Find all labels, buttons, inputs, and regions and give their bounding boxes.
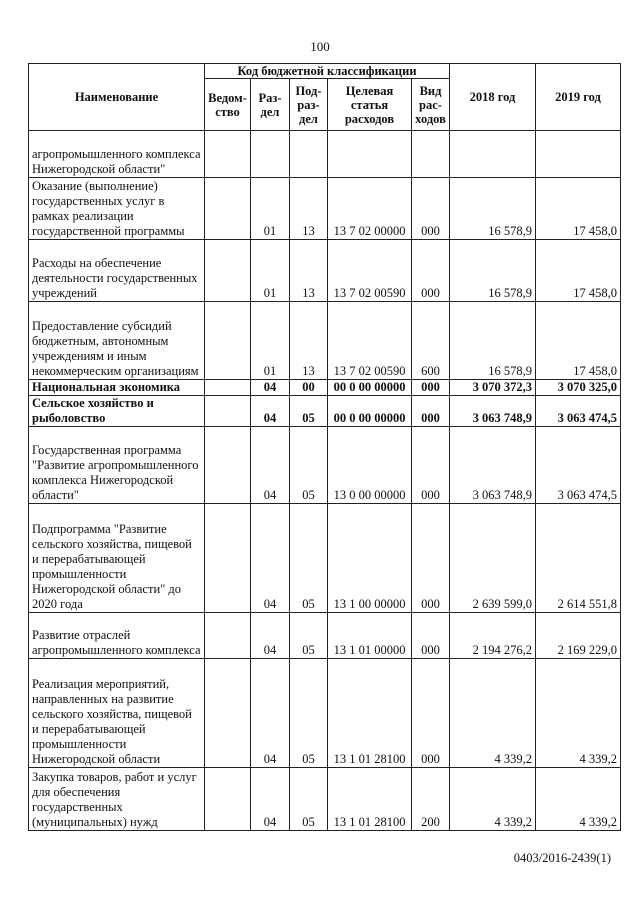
cell-year-2019: 3 070 325,0 [536,380,621,396]
table-row [29,613,621,659]
cell-name: Развитие отраслей агропромышленного комплекса [29,613,205,659]
cell-razdel: 04 [251,380,290,396]
cell-year-2018 [450,131,536,178]
header-year-2018: 2018 год [450,64,536,131]
cell-name: Оказание (выполнение) государственных услуг в рамках реализации государственной программы [29,178,205,240]
header-year-2019: 2019 год [536,64,621,131]
cell-year-2019: 2 614 551,8 [536,504,621,613]
header-razdel: Раз-дел [251,79,290,131]
header-vedomstvo: Ведом-ство [205,79,251,131]
cell-podrazdel: 13 [290,302,328,380]
cell-year-2019: 17 458,0 [536,302,621,380]
table-row [29,302,621,380]
cell-razdel: 04 [251,659,290,768]
cell-year-2018: 3 063 748,9 [450,396,536,427]
cell-target-article: 13 0 00 00000 [328,427,412,504]
cell-year-2019: 3 063 474,5 [536,396,621,427]
page-number: 100 [310,39,330,54]
cell-name: Подпрограмма "Развитие сельского хозяйства, пищевой и перерабатывающей промышленности Нижегородской области" до 2020 года [29,504,205,613]
header-podrazdel: Под-раз-дел [290,79,328,131]
cell-podrazdel: 13 [290,240,328,302]
cell-name: Национальная экономика [29,380,205,396]
cell-expense-type: 600 [412,302,450,380]
cell-year-2019: 3 063 474,5 [536,427,621,504]
cell-target-article: 13 7 02 00590 [328,302,412,380]
table-row [29,178,621,240]
cell-vedomstvo [205,504,251,613]
document-code: 0403/2016-2439(1) [513,851,611,865]
cell-target-article: 13 1 01 28100 [328,659,412,768]
cell-podrazdel: 00 [290,380,328,396]
cell-razdel [251,131,290,178]
cell-year-2018: 16 578,9 [450,240,536,302]
cell-podrazdel: 05 [290,396,328,427]
cell-vedomstvo [205,302,251,380]
cell-year-2019: 17 458,0 [536,240,621,302]
cell-razdel: 01 [251,240,290,302]
cell-name: Предоставление субсидий бюджетным, автономным учреждениям и иным некоммерческим организациям [29,302,205,380]
cell-vedomstvo [205,659,251,768]
cell-year-2018: 4 339,2 [450,768,536,831]
budget-table [28,63,621,831]
table-row [29,380,621,396]
table-row [29,768,621,831]
cell-expense-type: 200 [412,768,450,831]
cell-razdel: 04 [251,768,290,831]
cell-target-article: 13 1 01 00000 [328,613,412,659]
cell-podrazdel: 13 [290,178,328,240]
header-expense-type: Вид рас-ходов [412,79,450,131]
cell-razdel: 01 [251,178,290,240]
cell-target-article: 13 7 02 00000 [328,178,412,240]
table-row [29,396,621,427]
cell-razdel: 01 [251,302,290,380]
table-row [29,427,621,504]
cell-podrazdel: 05 [290,768,328,831]
header-target-article: Целевая статья расходов [328,79,412,131]
header-name: Наименование [29,64,205,131]
cell-year-2018: 4 339,2 [450,659,536,768]
cell-year-2019: 2 169 229,0 [536,613,621,659]
cell-target-article: 13 1 01 28100 [328,768,412,831]
cell-expense-type: 000 [412,178,450,240]
cell-target-article: 13 7 02 00590 [328,240,412,302]
cell-year-2019: 17 458,0 [536,178,621,240]
table-row [29,659,621,768]
cell-podrazdel: 05 [290,427,328,504]
cell-expense-type: 000 [412,380,450,396]
cell-target-article [328,131,412,178]
cell-razdel: 04 [251,504,290,613]
cell-year-2018: 3 070 372,3 [450,380,536,396]
cell-razdel: 04 [251,613,290,659]
cell-podrazdel: 05 [290,504,328,613]
cell-expense-type: 000 [412,240,450,302]
cell-name: Сельское хозяйство и рыболовство [29,396,205,427]
cell-name: Реализация мероприятий, направленных на развитие сельского хозяйства, пищевой и перерабатывающей промышленности Нижегородской области [29,659,205,768]
cell-vedomstvo [205,240,251,302]
cell-vedomstvo [205,427,251,504]
cell-year-2019: 4 339,2 [536,659,621,768]
cell-vedomstvo [205,178,251,240]
cell-year-2019: 4 339,2 [536,768,621,831]
cell-expense-type: 000 [412,396,450,427]
table-row [29,131,621,178]
cell-vedomstvo [205,380,251,396]
cell-target-article: 00 0 00 00000 [328,380,412,396]
cell-razdel: 04 [251,427,290,504]
cell-name: Государственная программа "Развитие агропромышленного комплекса Нижегородской области" [29,427,205,504]
cell-podrazdel: 05 [290,613,328,659]
cell-expense-type [412,131,450,178]
cell-year-2018: 3 063 748,9 [450,427,536,504]
cell-year-2019 [536,131,621,178]
cell-target-article: 00 0 00 00000 [328,396,412,427]
cell-year-2018: 2 639 599,0 [450,504,536,613]
header-budget-code-group: Код бюджетной классификации [205,64,450,79]
table-row [29,240,621,302]
cell-vedomstvo [205,768,251,831]
cell-podrazdel [290,131,328,178]
cell-vedomstvo [205,613,251,659]
cell-name: Закупка товаров, работ и услуг для обеспечения государственных (муниципальных) нужд [29,768,205,831]
cell-year-2018: 2 194 276,2 [450,613,536,659]
cell-year-2018: 16 578,9 [450,302,536,380]
cell-expense-type: 000 [412,613,450,659]
cell-expense-type: 000 [412,504,450,613]
cell-target-article: 13 1 00 00000 [328,504,412,613]
cell-expense-type: 000 [412,659,450,768]
table-row [29,504,621,613]
cell-name: агропромышленного комплекса Нижегородской области" [29,131,205,178]
cell-podrazdel: 05 [290,659,328,768]
cell-expense-type: 000 [412,427,450,504]
cell-razdel: 04 [251,396,290,427]
cell-name: Расходы на обеспечение деятельности государственных учреждений [29,240,205,302]
cell-vedomstvo [205,131,251,178]
cell-year-2018: 16 578,9 [450,178,536,240]
cell-vedomstvo [205,396,251,427]
